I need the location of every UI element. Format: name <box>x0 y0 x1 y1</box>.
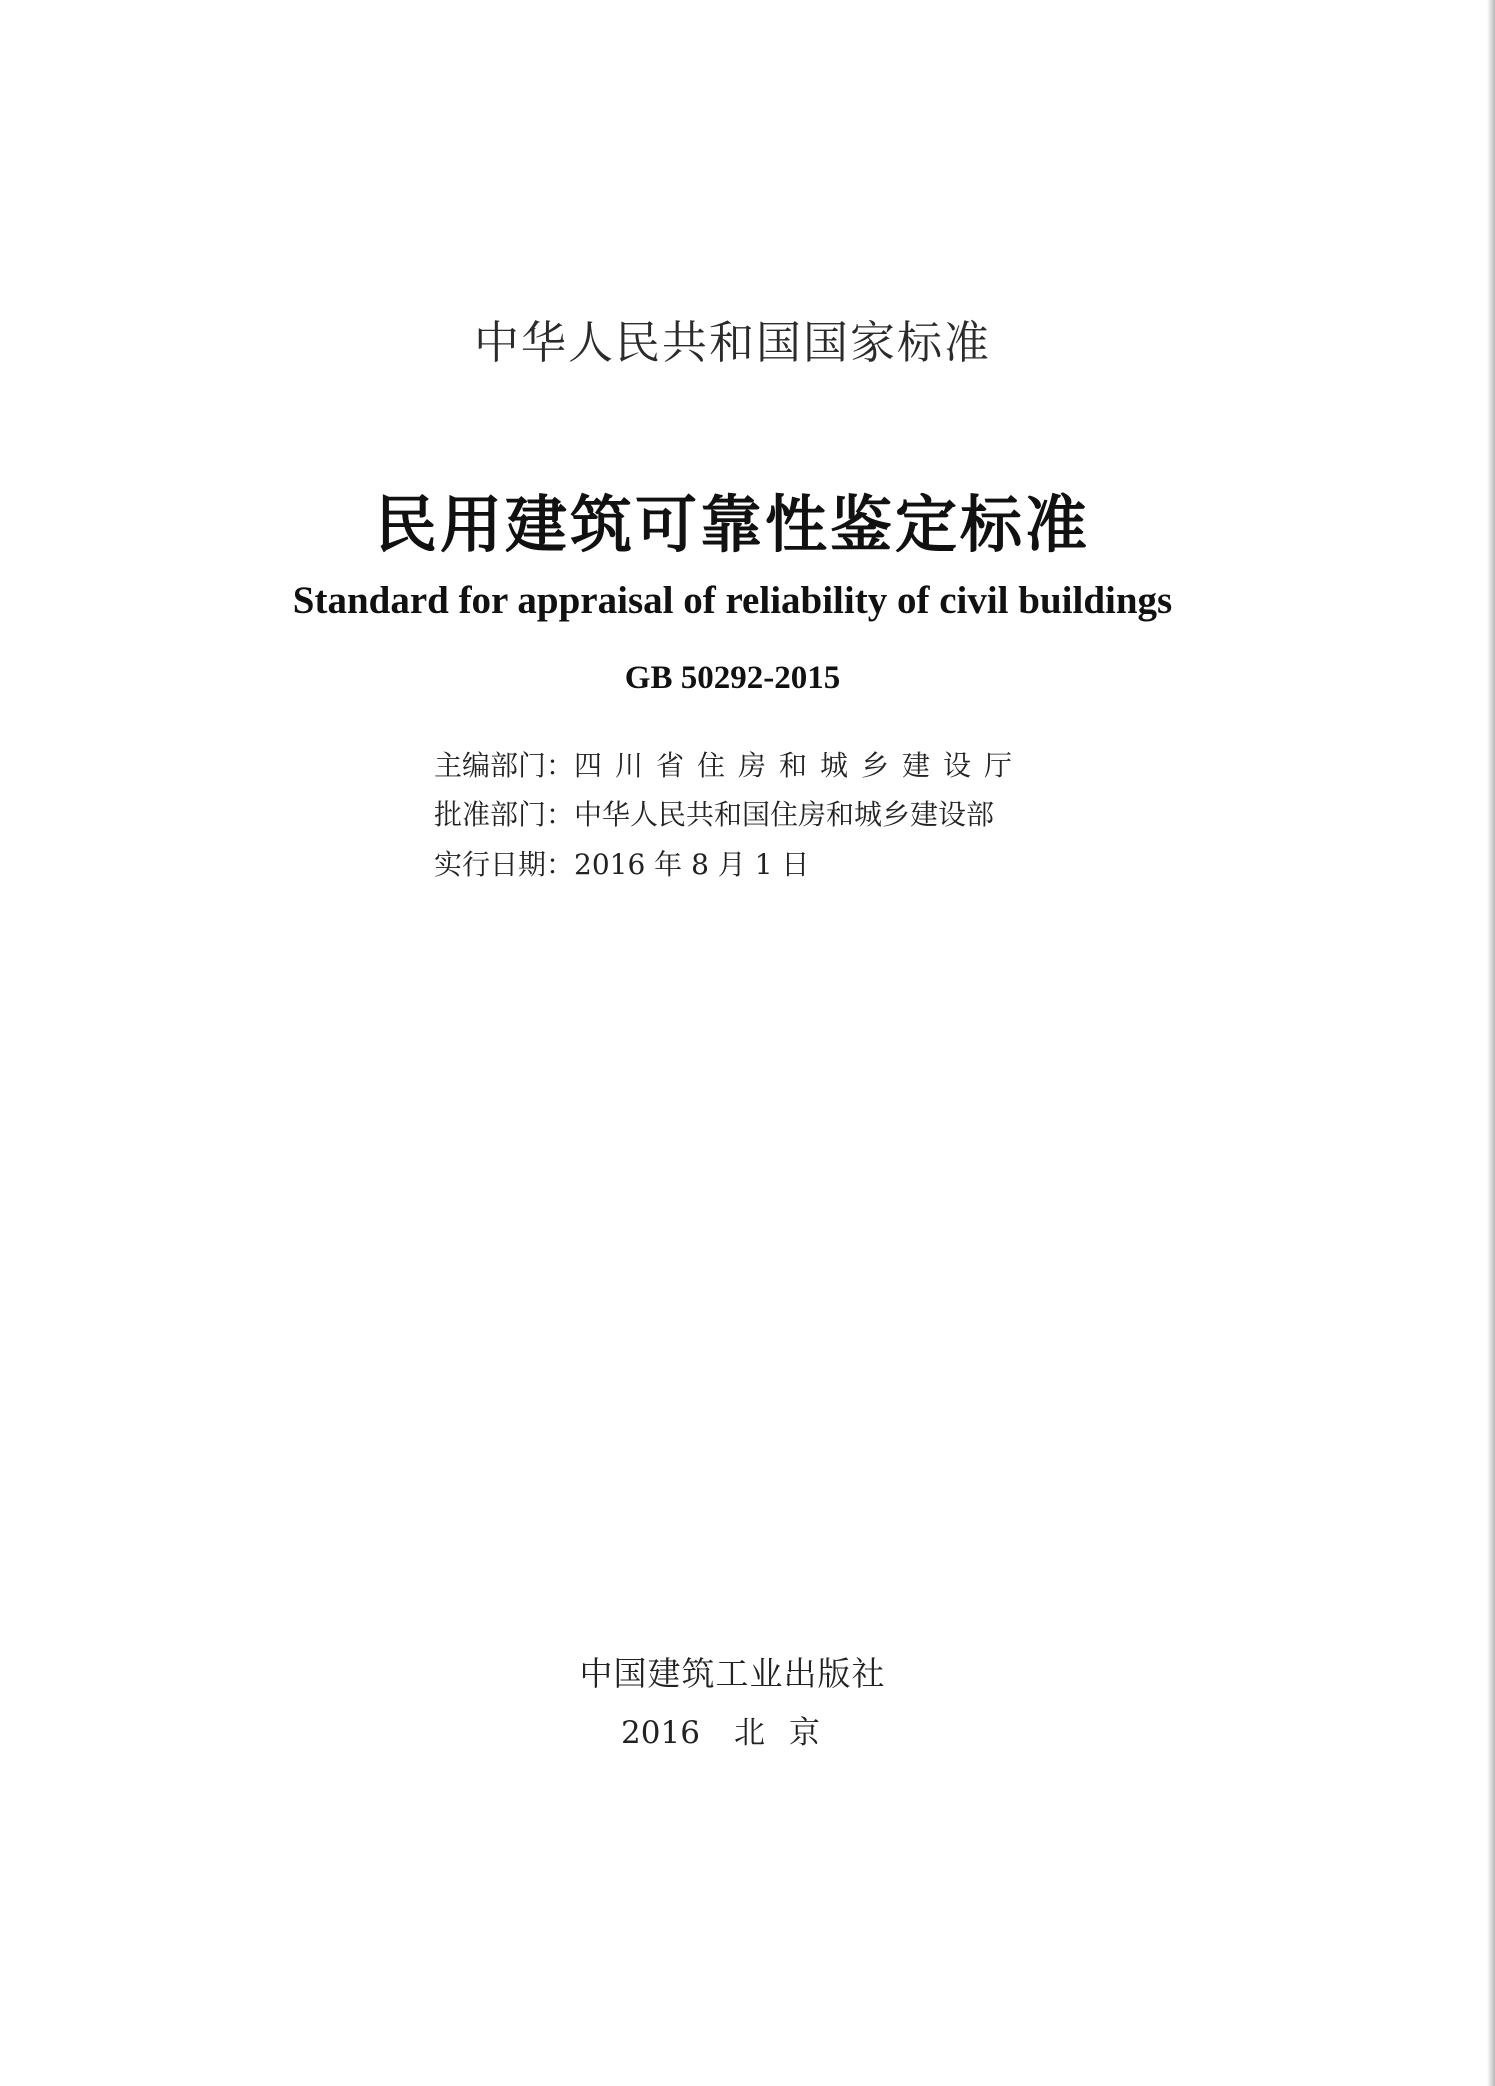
page-edge-shadow <box>1487 0 1495 2086</box>
editor-line <box>434 744 1025 784</box>
publisher-name: 中国建筑工业出版社 <box>579 1654 886 1693</box>
publication-city: 北京 <box>733 1715 844 1751</box>
date-value: 2016 年 8 月 1 日 <box>574 848 810 881</box>
date-line <box>434 843 809 883</box>
standard-series: 中华人民共和国国家标准 <box>473 316 991 369</box>
title-chinese: 民用建筑可靠性鉴定标准 <box>374 488 1090 561</box>
approver-value: 中华人民共和国住房和城乡建设部 <box>574 798 995 831</box>
publication-place <box>0 1707 1480 1752</box>
date-label: 实行日期： <box>434 848 575 881</box>
approver-line <box>434 793 994 833</box>
editor-label: 主编部门： <box>434 749 575 782</box>
title-english: Standard for appraisal of reliability of civil buildings <box>292 579 1173 622</box>
approver-label: 批准部门： <box>434 798 575 831</box>
standard-code: GB 50292-2015 <box>624 660 841 696</box>
editor-value: 四川省住房和城乡建设厅 <box>574 749 1026 782</box>
publication-year: 2016 <box>621 1715 700 1751</box>
